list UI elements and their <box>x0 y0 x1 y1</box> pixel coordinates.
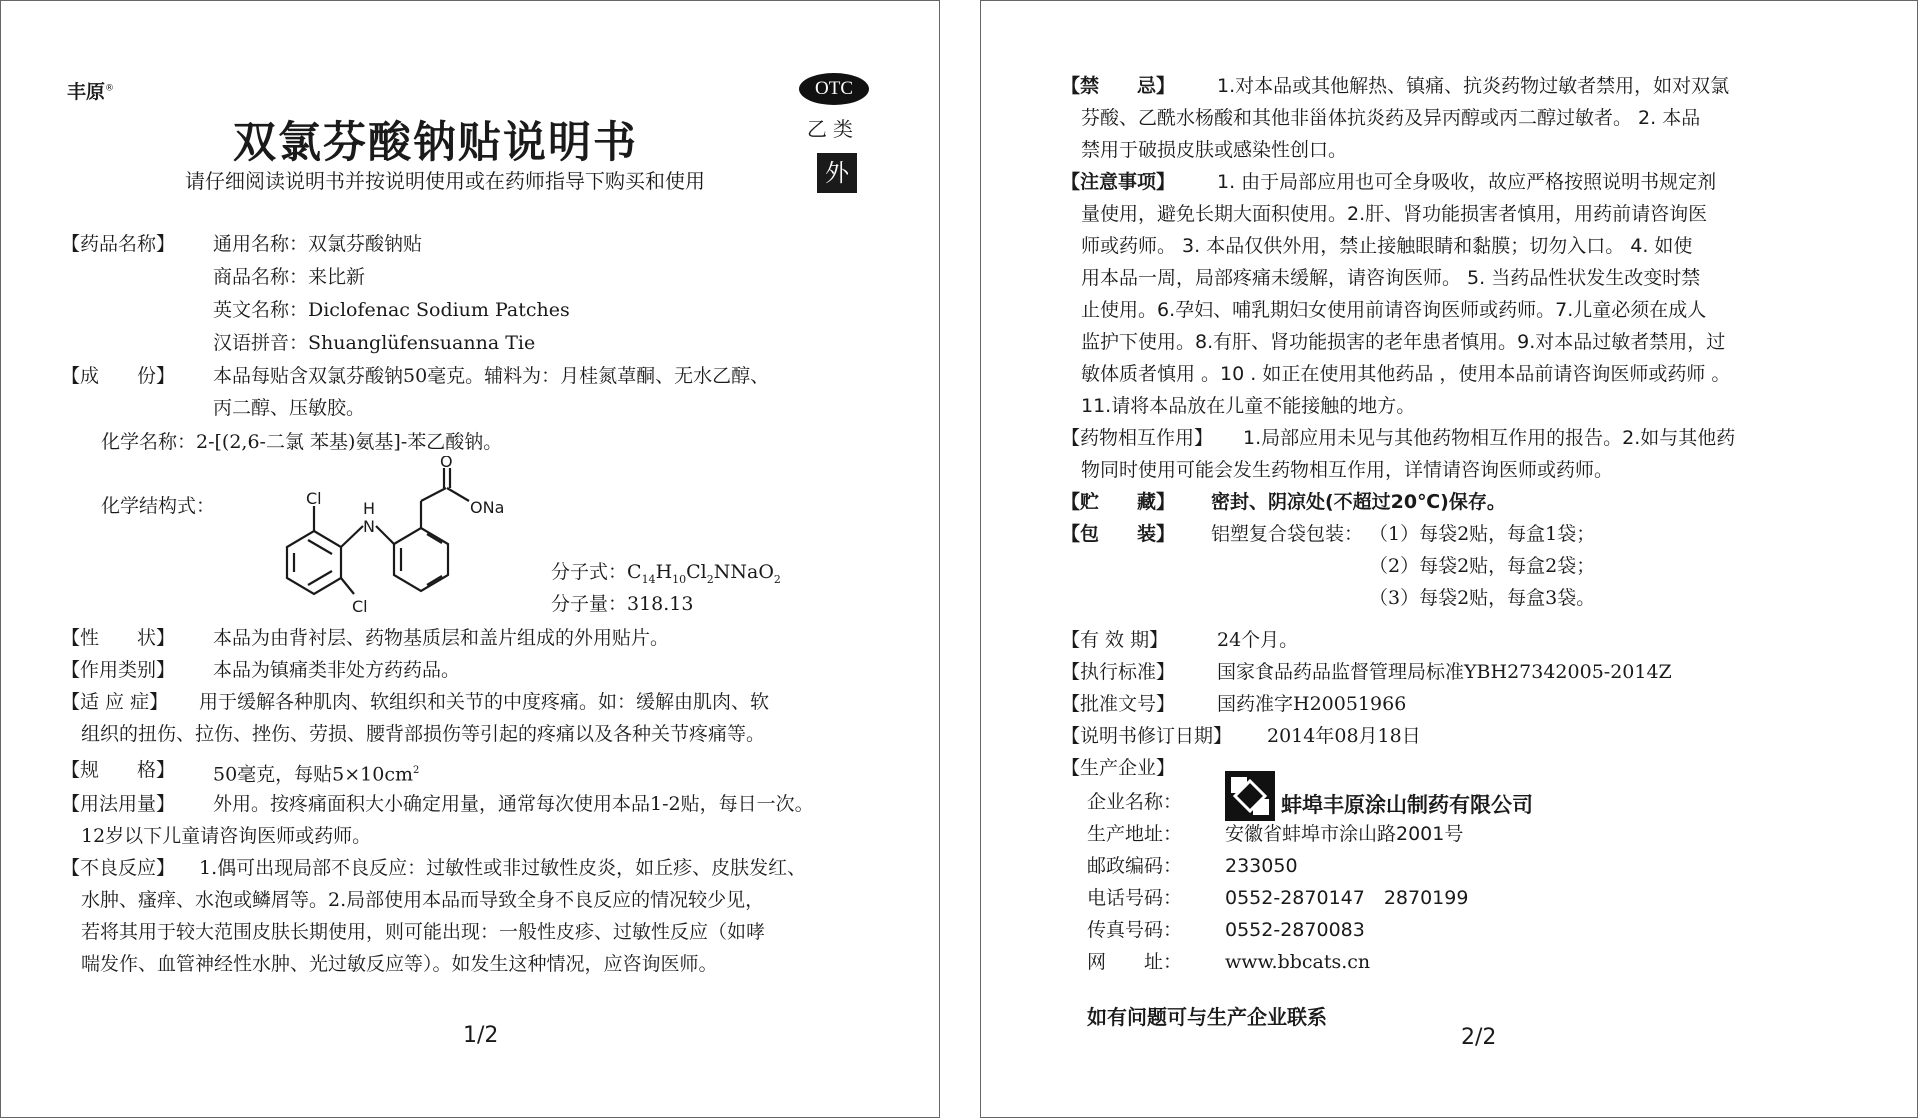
indication-line: 用于缓解各种肌肉、软组织和关节的中度疼痛。如：缓解由肌肉、软 <box>199 691 770 713</box>
approval-label: 【批准文号】 <box>1061 693 1176 715</box>
standard-text: 国家食品药品监督管理局标准YBH27342005-2014Z <box>1217 661 1672 683</box>
standard-label: 【执行标准】 <box>1061 661 1176 683</box>
brand-logo: 丰原® <box>67 81 115 103</box>
trade-name: 商品名称：来比新 <box>213 266 366 288</box>
drug-name-label: 【药品名称】 <box>61 233 176 255</box>
contraindication-line: 芬酸、乙酰水杨酸和其他非甾体抗炎药及异丙醇或丙二醇过敏者。 2. 本品 <box>1081 107 1701 129</box>
interaction-line: 物同时使用可能会发生药物相互作用，详情请咨询医师或药师。 <box>1081 459 1614 481</box>
external-use-badge: 外 <box>817 153 857 193</box>
benzene-ring-right <box>394 528 448 591</box>
spec-text: 50毫克，每贴$5\times 10cm^2$ <box>213 763 420 786</box>
caution-line: 11.请将本品放在儿童不能接触的地方。 <box>1081 395 1416 417</box>
molecular-formula: 分子式：$C_{14}H_{10}Cl_2NNaO_2$ <box>551 561 781 586</box>
fax-text: 0552-2870083 <box>1225 919 1365 941</box>
sodium-carboxylate-label: ONa <box>470 498 505 517</box>
leaflet-page-1 <box>0 0 940 1118</box>
caution-line: 监护下使用。8.有肝、肾功能损害的老年患者慎用。9.对本品过敏者禁用，过 <box>1081 331 1726 353</box>
caution-line: 敏体质者慎用 。10 . 如正在使用其他药品 ，使用本品前请咨询医师或药师 。 <box>1081 363 1731 385</box>
caution-line: 师或药师。 3. 本品仅供外用，禁止接触眼睛和黏膜；切勿入口。 4. 如使 <box>1081 235 1693 257</box>
caution-line: 止使用。6.孕妇、哺乳期妇女使用前请咨询医师或药师。7.儿童必须在成人 <box>1081 299 1707 321</box>
package-intro: 铝塑复合袋包装： <box>1211 523 1364 545</box>
package-option: （2）每袋2贴，每盒2袋； <box>1369 555 1596 577</box>
interaction-line: 1.局部应用未见与其他药物相互作用的报告。2.如与其他药 <box>1243 427 1736 449</box>
storage-text: 密封、阴凉处(不超过20℃)保存。 <box>1211 491 1506 513</box>
postcode-label: 邮政编码： <box>1087 855 1183 877</box>
contraindication-line: 禁用于破损皮肤或感染性创口。 <box>1081 139 1348 161</box>
molecular-weight: 分子量：318.13 <box>551 593 694 615</box>
dosage-line: 12岁以下儿童请咨询医师或药师。 <box>81 825 372 847</box>
package-label: 【包 装】 <box>1061 523 1176 545</box>
english-name: 英文名称：Diclofenac Sodium Patches <box>213 299 570 321</box>
indication-line: 组织的扭伤、拉伤、挫伤、劳损、腰背部损伤等引起的疼痛以及各种关节疼痛等。 <box>81 723 766 745</box>
page-number: 2/2 <box>1461 1025 1497 1050</box>
adverse-line: 1.偶可出现局部不良反应：过敏性或非过敏性皮炎，如丘疹、皮肤发红、 <box>199 857 807 879</box>
website-link[interactable]: www.bbcats.cn <box>1225 951 1371 973</box>
appearance-label: 【性 状】 <box>61 627 176 649</box>
approval-text: 国药准字H20051966 <box>1217 693 1407 715</box>
leaflet-page-2 <box>980 0 1918 1118</box>
validity-text: 24个月。 <box>1217 629 1299 651</box>
adverse-line: 水肿、瘙痒、水泡或鳞屑等。2.局部使用本品而导致全身不良反应的情况较少见， <box>81 889 765 911</box>
chlorine-label: Cl <box>352 597 368 616</box>
address-label: 生产地址： <box>1087 823 1183 845</box>
postcode-text: 233050 <box>1225 855 1298 877</box>
fax-label: 传真号码： <box>1087 919 1183 941</box>
adverse-line: 若将其用于较大范围皮肤长期使用，则可能出现：一般性皮疹、过敏性反应（如哮 <box>81 921 766 943</box>
caution-line: 量使用，避免长期大面积使用。2.肝、肾功能损害者慎用，用药前请咨询医 <box>1081 203 1708 225</box>
interaction-label: 【药物相互作用】 <box>1061 427 1214 449</box>
adverse-line: 喘发作、血管神经性水肿、光过敏反应等）。如发生这种情况，应咨询医师。 <box>81 953 718 975</box>
caution-line: 1. 由于局部应用也可全身吸收，故应严格按照说明书规定剂 <box>1217 171 1717 193</box>
caution-label: 【注意事项】 <box>1061 171 1176 193</box>
phone-text: 0552-2870147 2870199 <box>1225 887 1469 909</box>
package-option: （1）每袋2贴，每盒1袋； <box>1369 523 1596 545</box>
revision-label: 【说明书修订日期】 <box>1061 725 1233 747</box>
contraindication-label: 【禁 忌】 <box>1061 75 1176 97</box>
manufacturer-label: 【生产企业】 <box>1061 757 1176 779</box>
appearance-text: 本品为由背衬层、药物基质层和盖片组成的外用贴片。 <box>213 627 670 649</box>
company-label: 企业名称： <box>1087 791 1183 813</box>
nitrogen-label: N <box>363 517 375 536</box>
revision-date: 2014年08月18日 <box>1267 725 1421 747</box>
package-option: （3）每袋2贴，每盒3袋。 <box>1369 587 1596 609</box>
pinyin-name: 汉语拼音：Shuanglüfensuanna Tie <box>213 332 536 354</box>
benzene-ring-left <box>287 531 341 594</box>
company-logo-icon <box>1225 771 1275 821</box>
company-name: 蚌埠丰原涂山制药有限公司 <box>1281 793 1533 817</box>
hydrogen-label: H <box>363 499 376 518</box>
dosage-label: 【用法用量】 <box>61 793 176 815</box>
generic-name: 通用名称：双氯芬酸钠贴 <box>213 233 423 255</box>
storage-label: 【贮 藏】 <box>1061 491 1176 513</box>
phone-label: 电话号码： <box>1087 887 1183 909</box>
composition-line: 本品每贴含双氯芬酸钠50毫克。辅料为：月桂氮䓬酮、无水乙醇、 <box>213 365 770 387</box>
category-text: 本品为镇痛类非处方药药品。 <box>213 659 461 681</box>
chemical-name: 化学名称：2-[(2,6-二氯 苯基)氨基]-苯乙酸钠。 <box>101 431 503 453</box>
page-number: 1/2 <box>463 1023 499 1048</box>
oxygen-label: O <box>440 456 453 471</box>
chemical-structure-label: 化学结构式： <box>101 495 216 517</box>
document-subtitle: 请仔细阅读说明书并按说明使用或在药师指导下购买和使用 <box>185 169 705 193</box>
otc-badge: OTC <box>799 73 869 105</box>
document-title: 双氯芬酸钠贴说明书 <box>233 118 638 168</box>
contact-note: 如有问题可与生产企业联系 <box>1087 1005 1327 1029</box>
caution-line: 用本品一周，局部疼痛未缓解，请咨询医师。 5. 当药品性状发生改变时禁 <box>1081 267 1701 289</box>
composition-label: 【成 份】 <box>61 365 176 387</box>
indication-label: 【适 应 症】 <box>61 691 169 713</box>
dosage-line: 外用。按疼痛面积大小确定用量，通常每次使用本品1-2贴，每日一次。 <box>213 793 814 815</box>
validity-label: 【有 效 期】 <box>1061 629 1169 651</box>
spec-label: 【规 格】 <box>61 759 176 781</box>
address-text: 安徽省蚌埠市涂山路2001号 <box>1225 823 1464 845</box>
composition-line: 丙二醇、压敏胶。 <box>213 397 366 419</box>
otc-class: 乙类 <box>807 117 859 141</box>
chlorine-label: Cl <box>306 489 322 508</box>
contraindication-line: 1.对本品或其他解热、镇痛、抗炎药物过敏者禁用，如对双氯 <box>1217 75 1730 97</box>
category-label: 【作用类别】 <box>61 659 176 681</box>
website-label: 网 址： <box>1087 951 1183 973</box>
adverse-label: 【不良反应】 <box>61 857 176 879</box>
chemical-structure-diagram <box>226 456 546 631</box>
